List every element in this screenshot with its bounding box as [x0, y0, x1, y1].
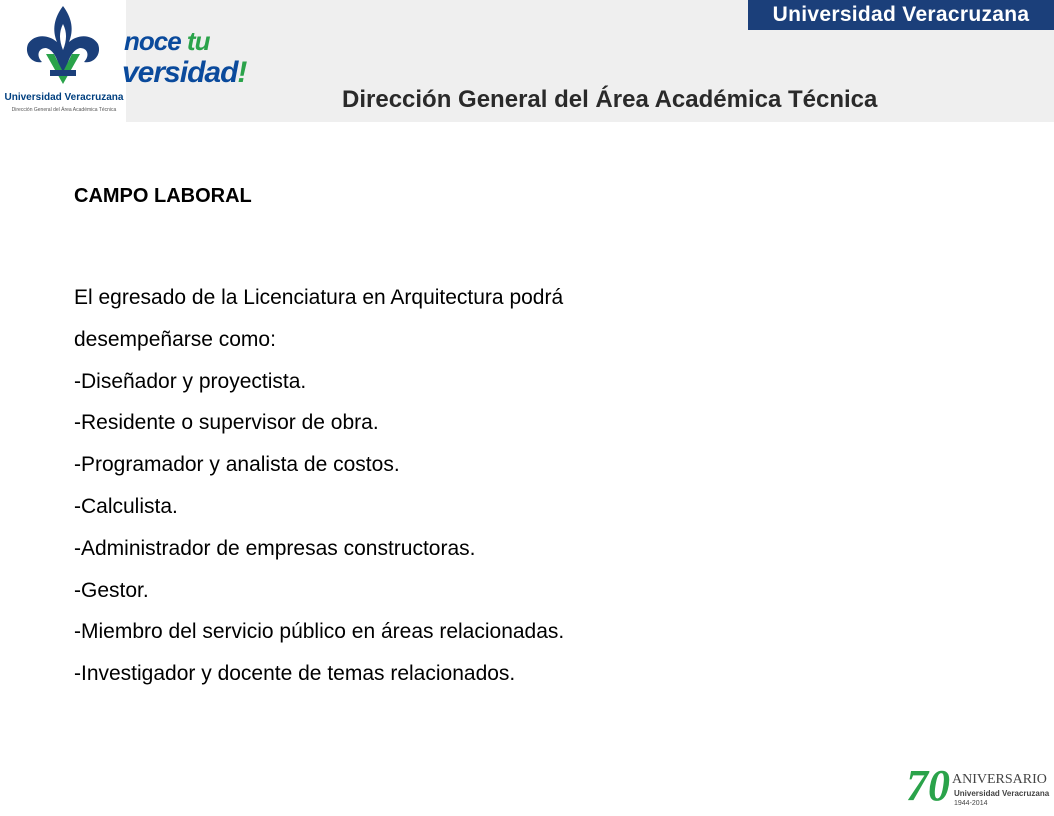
- slogan-line-2: [122, 56, 246, 90]
- anniversary-institution: Universidad Veracruzana: [954, 789, 1050, 798]
- list-item: -Gestor.: [74, 578, 149, 602]
- list-item: -Diseñador y proyectista.: [74, 369, 307, 393]
- slogan-line-1: [124, 26, 209, 57]
- content-body: [74, 277, 974, 695]
- section-heading: CAMPO LABORAL: [74, 185, 252, 207]
- header: [0, 0, 1054, 122]
- anniversary-years: 1944-2014: [954, 800, 988, 807]
- university-logo: [0, 0, 126, 122]
- list-item: -Residente o supervisor de obra.: [74, 411, 379, 435]
- fleur-de-lis-icon: [24, 4, 102, 92]
- anniversary-number: 70: [906, 761, 950, 810]
- anniversary-word: ANIVERSARIO: [952, 772, 1047, 787]
- institution-banner: Universidad Veracruzana: [748, 0, 1054, 30]
- list-item: -Investigador y docente de temas relacionados.: [74, 662, 516, 686]
- slogan-text-tu: tu: [186, 26, 210, 56]
- slogan-exclamation: !: [237, 56, 247, 89]
- list-item: -Programador y analista de costos.: [74, 453, 400, 477]
- intro-line-2: desempeñarse como:: [74, 327, 276, 351]
- list-item: -Miembro del servicio público en áreas relacionadas.: [74, 620, 565, 644]
- list-item: -Calculista.: [74, 494, 178, 518]
- slogan-text-versidad: versidad: [122, 56, 238, 89]
- anniversary-logo: [900, 760, 1054, 816]
- logo-university-name: Universidad Veracruzana: [4, 92, 124, 103]
- department-title: Dirección General del Área Académica Técnica: [342, 86, 878, 113]
- logo-subtitle: Dirección General del Área Académica Técnica: [11, 107, 117, 113]
- intro-line-1: El egresado de la Licenciatura en Arquitectura podrá: [74, 286, 564, 309]
- list-item: -Administrador de empresas constructoras.: [74, 536, 476, 560]
- slogan-text-a: noce: [124, 26, 187, 56]
